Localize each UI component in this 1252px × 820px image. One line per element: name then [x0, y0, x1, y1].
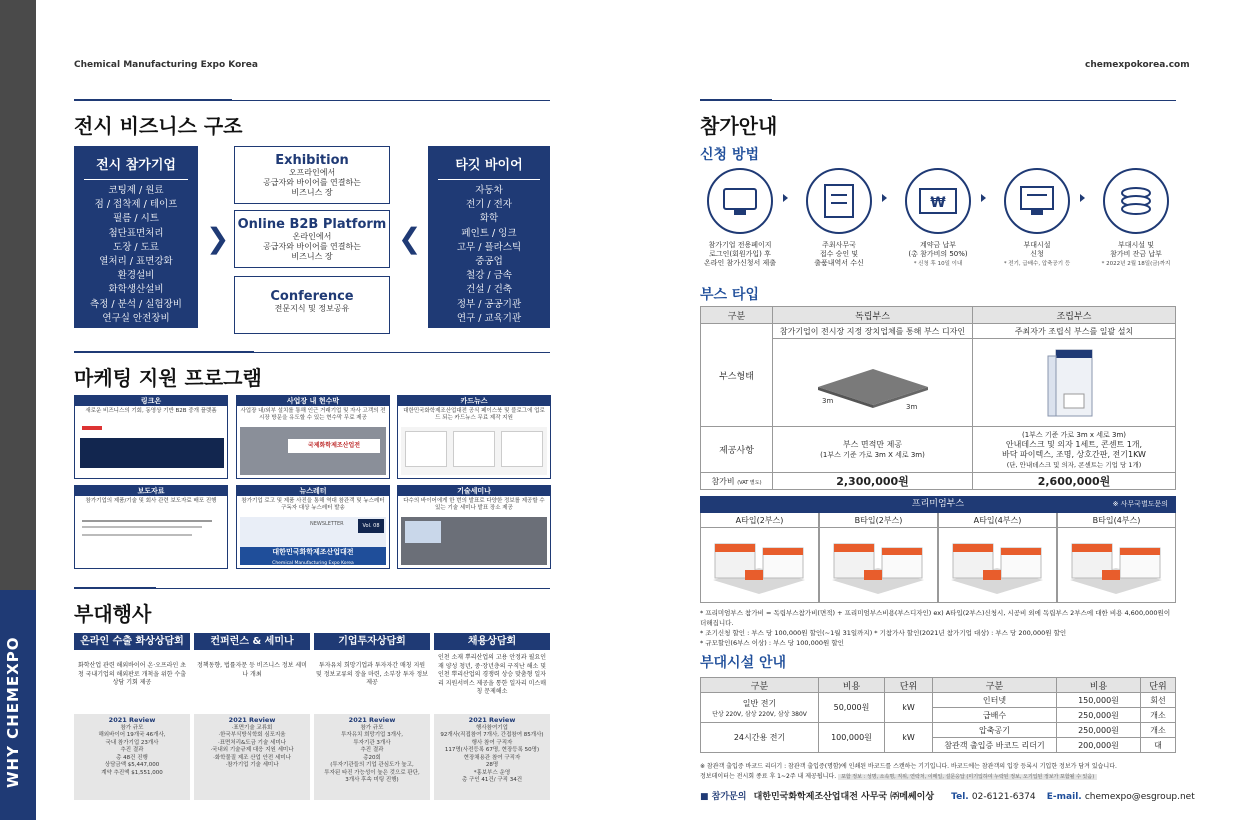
header-left: Chemical Manufacturing Expo Korea — [74, 60, 258, 70]
step-line: 온라인 참가신청서 제출 — [703, 259, 777, 267]
apply-title: 신청 방법 — [700, 147, 759, 163]
review-line: ·표면기술 교류회 — [231, 724, 273, 731]
buyer-item: 화학 — [479, 213, 499, 225]
review-line: ·국내외 기술규제 대응 지원 세미나 — [210, 747, 294, 753]
step-label — [989, 241, 1085, 267]
card-desc: 다수의 바이어에게 한 번의 발표로 다양한 정보를 제공할 수 있는 기술 세미나 발표 장소 제공 — [403, 498, 545, 511]
premium-note: ※ 사무국별도문의 — [1112, 500, 1168, 508]
review-line: 행사참여기업 — [476, 724, 508, 731]
premium-booth-cell — [1057, 513, 1176, 603]
monitor-icon — [1014, 178, 1060, 224]
fac-cost: 100,000원 — [819, 723, 885, 753]
chevron-left-icon: ❮ — [398, 222, 422, 255]
cardnews-image — [401, 427, 547, 475]
step-label — [1088, 241, 1184, 267]
booth-note: * 조기신청 할인 : 부스 당 100,000원 할인(~1월 31일까지) * 기참가사 할인(2021년 참가기업 대상) : 부스 당 200,000원 할인 — [700, 629, 1067, 637]
computer-icon — [717, 178, 763, 224]
review-line: 투자된 타진 가능성이 높은 것으로 판단, — [324, 769, 420, 776]
tel-value[interactable]: 02-6121-6374 — [971, 792, 1036, 802]
online-b2b-desc: 비즈니스 장 — [291, 252, 333, 261]
facility-notes — [700, 762, 1176, 782]
review-line: 총20회 — [363, 754, 381, 761]
exhibitor-item: 코팅제 / 원료 — [108, 185, 164, 196]
premium-booth-type: A타입(2부스) — [701, 513, 818, 528]
chevron-right-icon — [882, 194, 887, 202]
card-desc: 새로운 비즈니스의 기회, 동영상 기반 B2B 중개 플랫폼 — [85, 408, 217, 414]
step-circle — [806, 168, 872, 234]
review-line: 행사 참여 구직자 — [471, 739, 513, 746]
marketing-title: 마케팅 지원 프로그램 — [74, 366, 262, 390]
review-title: 2021 Review — [348, 716, 396, 724]
premium-booth-type: A타입(4부스) — [939, 513, 1056, 528]
step-line: (총 참가비의 50%) — [908, 250, 968, 258]
dim-label: 3m — [821, 396, 833, 405]
card-desc: 대한민국화학제조산업대전 공식 페이스북 및 블로그에 업로드 되는 카드뉴스 무료 제작 지원 — [403, 408, 545, 421]
step-label — [791, 241, 887, 268]
booth-row-fee: 참가비 — [711, 476, 735, 486]
fac-unit: 회선 — [1141, 693, 1176, 708]
review-title: 2021 Review — [108, 716, 156, 724]
fac-name: 급배수 — [933, 708, 1057, 723]
exhibition-title: Exhibition — [275, 153, 349, 168]
step-circle — [1004, 168, 1070, 234]
step-line: 신청 — [1030, 250, 1044, 258]
payment-icon — [915, 178, 961, 224]
fac-name: 참관객 출입증 바코드 리더기 — [933, 738, 1057, 753]
booth-header-raw: 독립부스 — [773, 307, 973, 324]
fac-cost: 200,000원 — [1057, 738, 1141, 753]
review-line: 계약 추진액 $1,551,000 — [101, 769, 163, 776]
exhibitor-item: 첨단표면처리 — [108, 227, 164, 239]
chevron-right-icon — [783, 194, 788, 202]
event-title: 기업투자상담회 — [314, 633, 430, 650]
review-line: 해외바이어 19개국 46개사, — [98, 732, 166, 738]
fac-name: 압축공기 — [933, 723, 1057, 738]
exhibitor-item: 측정 / 분석 / 실험장비 — [90, 298, 182, 310]
contact-label: ■ 참가문의 — [700, 792, 747, 802]
fac-name: 일반 전기 — [742, 698, 777, 708]
newsletter-label: NEWSLETTER — [310, 521, 344, 527]
fac-name: 인터넷 — [933, 693, 1057, 708]
dim-label: 3m — [905, 402, 917, 411]
booth-row-shape: 부스형태 — [701, 324, 773, 427]
event-title: 온라인 수출 화상상담회 — [74, 633, 190, 650]
facility-title: 부대시설 안내 — [700, 655, 787, 671]
event-desc: 정책동향, 법률자문 등 비즈니스 정보 세미나 개최 — [197, 662, 307, 678]
fac-note: ※ 참관객 출입증 바코드 리더기 : 참관객 출입증(명함)에 인쇄된 바코드를 스캔하는 기기입니다. 바코드에는 참관객의 입장 등록시 기입한 정보가 담겨 있습니다. — [700, 763, 1117, 770]
fac-unit: 대 — [1141, 738, 1176, 753]
conference-title: Conference — [270, 289, 354, 304]
booth-table — [700, 306, 1176, 490]
email-label: E-mail. — [1046, 792, 1082, 802]
premium-title: 프리미엄부스 — [911, 499, 965, 509]
fac-cost: 250,000원 — [1057, 723, 1141, 738]
fac-header: 단위 — [1141, 678, 1176, 693]
exhibitors-title: 전시 참가기업 — [84, 146, 188, 180]
online-b2b-desc: 온라인에서 — [292, 232, 332, 241]
marketing-card-cardnews — [397, 395, 551, 479]
contact-org: 대한민국화학제조산업대전 사무국 ㈜메쎄이상 — [753, 792, 935, 802]
newsletter-brand-ko: 대한민국화학제조산업대전 — [272, 548, 354, 556]
card-title: 카드뉴스 — [398, 396, 550, 406]
exhibitor-item: 연구실 안전장비 — [102, 312, 170, 324]
step-line: 계약금 납부 — [919, 241, 957, 249]
review-title: 2021 Review — [468, 716, 516, 724]
event-title: 컨퍼런스 & 세미나 — [194, 633, 310, 650]
chevron-right-icon: ❯ — [206, 222, 230, 255]
newsletter-image — [240, 517, 386, 565]
newsletter-issue: Vol. 08 — [358, 519, 384, 533]
fac-note: 정보데이터는 전시회 종료 후 1~2주 내 제공됩니다. — [700, 773, 837, 780]
marketing-card-banner — [236, 395, 390, 479]
premium-booth-type: B타입(2부스) — [820, 513, 937, 528]
event-review — [434, 714, 550, 800]
tel-label: Tel. — [951, 792, 969, 802]
buyer-item: 전기 / 전자 — [466, 199, 512, 211]
review-line: 28명 — [485, 762, 499, 768]
card-title: 뉴스레터 — [237, 486, 389, 496]
linkon-screenshot — [78, 424, 224, 475]
online-b2b-box — [234, 210, 390, 268]
fac-unit: 개소 — [1141, 708, 1176, 723]
step-line: 로그인(회원가입) 후 — [709, 250, 771, 258]
premium-booth-cell — [819, 513, 938, 603]
premium-booth-image — [939, 528, 1056, 600]
premium-booth-cell — [938, 513, 1057, 603]
review-line: ·한국부식방식학회 심포지움 — [218, 732, 286, 738]
divider-accent — [74, 99, 232, 101]
review-line: 추진 결과 — [120, 747, 144, 753]
seminar-photo — [401, 517, 547, 565]
marketing-card-seminar — [397, 485, 551, 569]
raw-booth-desc: 참가기업이 전시장 지정 장치업체를 통해 부스 디자인 — [773, 324, 973, 339]
document-icon — [816, 178, 862, 224]
review-line: 투자유치 희망기업 3개사, — [341, 732, 403, 738]
review-line: 총 48건 진행 — [116, 754, 148, 761]
raw-provide-note: (1부스 기준 가로 3m X 세로 3m) — [820, 451, 925, 459]
review-line: 추진 결과 — [360, 747, 384, 753]
raw-fee: 2,300,000원 — [773, 473, 973, 490]
premium-header — [700, 496, 1176, 513]
review-line: 참가 규모 — [120, 724, 144, 731]
step-note: * 신청 후 10일 이내 — [913, 261, 963, 267]
chevron-right-icon — [1080, 194, 1085, 202]
fac-header: 구분 — [933, 678, 1057, 693]
premium-booth-image — [701, 528, 818, 600]
shell-booth-image — [1044, 342, 1104, 422]
raw-booth-figure — [773, 339, 973, 427]
step-note: * 2022년 2월 18일(금)까지 — [1101, 261, 1171, 267]
exhibition-desc: 오프라인에서 — [288, 168, 336, 177]
review-line: *홍보부스 운영 — [473, 769, 511, 776]
event-review — [314, 714, 430, 800]
booth-note: * 규모할인(6부스 이상) : 부스 당 100,000원 할인 — [700, 639, 844, 647]
buyer-item: 정부 / 공공기관 — [456, 298, 522, 310]
review-line: 92개사(직접참여 7개사, 간접참여 85개사) — [440, 732, 544, 738]
review-line: ·화학물질 제조 산업 안전 세미나 — [213, 754, 291, 761]
exhibition-desc: 공급자와 바이어를 연결하는 — [263, 178, 361, 187]
step-line: 부대시설 및 — [1117, 241, 1155, 249]
step-line: 출품내역서 수신 — [814, 259, 864, 267]
step-circle — [1103, 168, 1169, 234]
fac-note-detail: 포함 정보 : 성명, 소속명, 직위, 연락처, 이메일, 설문응답 (미기입하여 누락된 정보, 오기입된 정보가 포함될 수 있음) — [838, 774, 1097, 780]
fac-unit: kW — [885, 723, 933, 753]
fac-cost: 250,000원 — [1057, 708, 1141, 723]
exhibitors-list — [74, 180, 198, 326]
card-desc: 참가기업의 제품/기술 및 회사 관련 보도자료 배포 진행 — [85, 498, 217, 504]
review-line: 투자기관 3개사 — [353, 739, 391, 746]
event-desc: 화학산업 관련 해외바이어 온·오프라인 초청 국내기업의 해외판로 개척을 위한 수출 상담 기회 제공 — [77, 662, 187, 686]
fac-cost: 50,000원 — [819, 693, 885, 723]
exhibitor-item: 화학생산설비 — [108, 284, 164, 296]
contact-line — [700, 789, 1195, 802]
raw-booth-floor — [798, 347, 948, 417]
buyer-item: 페인트 / 잉크 — [461, 227, 517, 239]
premium-booth-type: B타입(4부스) — [1058, 513, 1175, 528]
divider-accent — [74, 587, 156, 589]
shell-booth-desc: 주최자가 조립식 부스를 일괄 설치 — [973, 324, 1176, 339]
buyer-item: 연구 / 교육기관 — [456, 312, 522, 324]
booth-header-type: 구분 — [701, 307, 773, 324]
shell-fee: 2,600,000원 — [973, 473, 1176, 490]
event-desc: 인천 소재 뿌리산업의 고용 안정과 필요인재 양성 청년, 중·장년층의 구직난 해소 및 인천 뿌리산업의 경쟁력 상승 맞춤형 일자리 지원서비스 제공을 통한 일자리 미스매칭 문제해소 — [437, 654, 547, 695]
exhibition-desc: 비즈니스 장 — [291, 188, 333, 197]
facility-table — [700, 677, 1176, 753]
banner-photo — [240, 427, 386, 475]
buyer-item: 자동차 — [475, 185, 503, 196]
review-line: 국내 참가기업 23개사 — [105, 739, 159, 746]
booth-title: 부스 타입 — [700, 287, 759, 303]
buyer-item: 중공업 — [475, 256, 503, 268]
newsletter-brand-en: Chemical Manufacturing Expo Korea — [272, 561, 354, 565]
buyer-item: 건설 / 건축 — [466, 284, 512, 296]
step-label — [890, 241, 986, 267]
shell-provide: 바닥 파이텍스, 조명, 상호간판, 전기1KW — [1002, 449, 1146, 459]
fac-name: 24시간용 전기 — [701, 723, 819, 753]
fac-header: 비용 — [819, 678, 885, 693]
fac-cost: 150,000원 — [1057, 693, 1141, 708]
fac-header: 비용 — [1057, 678, 1141, 693]
buyer-item: 고무 / 플라스틱 — [456, 241, 522, 253]
svg-text:₩: ₩ — [930, 195, 946, 211]
buyers-title: 타깃 바이어 — [438, 146, 540, 180]
booth-row-provide: 제공사항 — [701, 427, 773, 473]
review-line: 참가 규모 — [360, 724, 384, 731]
card-desc: 사업장 내/외부 설치를 통해 인근 거래기업 및 자사 고객의 전시장 방문을 유도할 수 있는 현수막 무료 제공 — [240, 408, 386, 421]
review-title: 2021 Review — [228, 716, 276, 724]
press-screenshot — [78, 514, 224, 565]
step-line: 참가기업 전용페이지 — [708, 241, 772, 249]
step-line: 부대시설 — [1023, 241, 1051, 249]
divider-accent — [700, 99, 772, 101]
premium-booth-image — [1058, 528, 1175, 600]
coins-icon — [1113, 178, 1159, 224]
buyers-box — [428, 146, 550, 328]
review-line: (투자기관들의 기업 관심도가 높고, — [330, 762, 414, 768]
step-line: 참가비 잔금 납부 — [1110, 250, 1162, 258]
conference-box — [234, 276, 390, 334]
raw-provide: 부스 면적만 제공 — [842, 440, 903, 449]
event-desc: 투자유치 희망기업과 투자자간 매칭 지원 및 정보교류의 장을 마련, 소부장 투자 정보 제공 — [316, 662, 428, 686]
review-line: 3개사 후속 미팅 진행) — [345, 777, 399, 783]
marketing-card-newsletter — [236, 485, 390, 569]
premium-booth-image — [820, 528, 937, 600]
review-line: 상담금액 $5,447,000 — [104, 762, 160, 768]
step-line: 접수 승인 및 — [819, 250, 859, 258]
buyers-list — [428, 180, 550, 326]
exhibitor-item: 열처리 / 표면강화 — [99, 256, 173, 268]
exhibitors-box — [74, 146, 198, 328]
exhibitor-item: 점 / 접착제 / 테이프 — [94, 199, 178, 211]
booth-notes — [700, 608, 1176, 648]
divider-accent — [74, 351, 254, 353]
card-title: 기술세미나 — [398, 486, 550, 496]
shell-provide: 안내데스크 및 의자 1세트, 콘센트 1개, — [1005, 439, 1143, 449]
fac-sub: 단상 220V, 삼상 220V, 삼상 380V — [712, 710, 807, 718]
structure-title: 전시 비즈니스 구조 — [74, 114, 243, 138]
booth-header-shell: 조립부스 — [973, 307, 1176, 324]
card-title: 사업장 내 현수막 — [237, 396, 389, 406]
event-title: 채용상담회 — [434, 633, 550, 650]
review-line: ·참가기업 기술 세미나 — [225, 762, 279, 768]
step-note: * 전기, 급배수, 압축공기 등 — [1003, 261, 1071, 267]
booth-note: * 프리미엄부스 참가비 = 독립부스참가비(면적) + 프리미엄부스비용(부스디자인) ex) A타입(2부스)신청시, 시공비 외에 독립부스 2부스에 대한 비용 4,600,000원이 더해집니다. — [700, 609, 1171, 627]
review-line: 117명(사전등록 67명, 현장등록 50명) — [444, 747, 540, 753]
exhibition-box — [234, 146, 390, 204]
marketing-card-linkon — [74, 395, 228, 479]
shell-provide-note: (단, 안내데스크 및 의자, 콘센트는 기업 당 1개) — [1006, 460, 1142, 469]
event-review — [194, 714, 310, 800]
fac-header: 구분 — [701, 678, 819, 693]
exhibitor-item: 필름 / 시트 — [113, 213, 159, 225]
fac-unit: 개소 — [1141, 723, 1176, 738]
fac-header: 단위 — [885, 678, 933, 693]
review-line: ·표면처리&도금 기술 세미나 — [218, 739, 286, 746]
step-circle — [707, 168, 773, 234]
spine-label: WHY CHEMEXPO — [4, 636, 22, 788]
premium-booth-cell — [700, 513, 819, 603]
online-b2b-title: Online B2B Platform — [237, 217, 387, 232]
step-circle — [905, 168, 971, 234]
email-value[interactable]: chemexpo@esgroup.net — [1084, 792, 1195, 802]
step-line: 주최사무국 — [822, 241, 856, 249]
newsletter-brand — [240, 547, 386, 565]
events-title: 부대행사 — [74, 602, 152, 626]
card-desc: 참가기업 로고 및 제품 사진을 통해 역대 참관객 및 뉴스레터 구독자 대상 뉴스레터 발송 — [241, 498, 385, 511]
vat-note: (VAT 별도) — [737, 479, 762, 486]
event-review — [74, 714, 190, 800]
guide-title: 참가안내 — [700, 114, 778, 138]
online-b2b-desc: 공급자와 바이어를 연결하는 — [263, 242, 361, 251]
header-right: chemexpokorea.com — [1085, 60, 1190, 70]
shell-booth-figure — [973, 339, 1176, 427]
banner-text: 국제화학제조산업전 — [288, 439, 380, 453]
review-line: 총 구인 41건/ 구직 34건 — [461, 777, 523, 783]
card-title: 보도자료 — [75, 486, 227, 496]
buyer-item: 철강 / 금속 — [466, 270, 512, 282]
card-title: 링크온 — [75, 396, 227, 406]
step-label — [692, 241, 788, 268]
fac-unit: kW — [885, 693, 933, 723]
marketing-card-press — [74, 485, 228, 569]
review-line: 현장채용관 참여 구직자 — [463, 754, 521, 761]
conference-desc: 전문지식 및 정보공유 — [274, 304, 350, 313]
shell-provide: (1부스 기준 가로 3m x 세로 3m) — [1021, 430, 1127, 439]
exhibitor-item: 도장 / 도료 — [113, 241, 159, 253]
exhibitor-item: 환경설비 — [117, 270, 155, 282]
chevron-right-icon — [981, 194, 986, 202]
